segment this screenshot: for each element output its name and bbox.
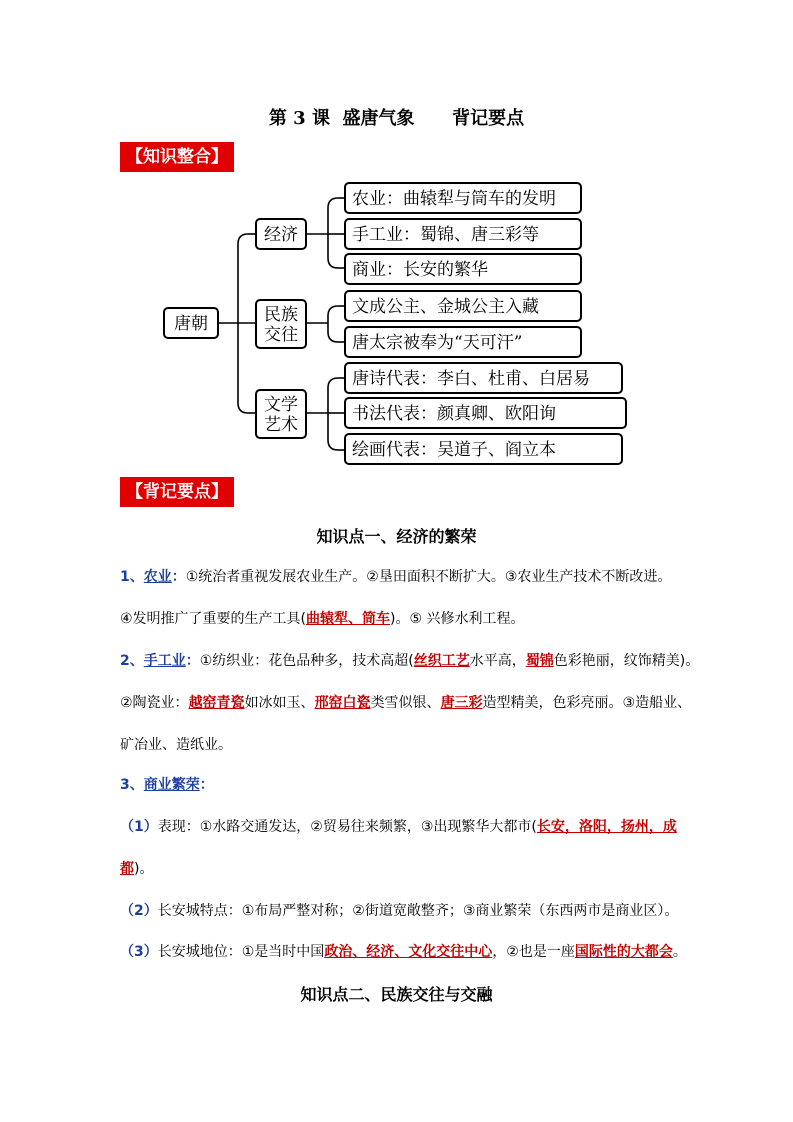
item-number: 2、 xyxy=(120,653,144,669)
item-number: 1、 xyxy=(120,569,144,585)
category-label-line1: 文学 xyxy=(264,395,298,415)
item-number: （1） xyxy=(120,819,158,835)
item-colon: ： xyxy=(171,569,186,585)
key-term: 长安，洛阳，扬州，成 xyxy=(536,819,677,835)
text: ④发明推广了重要的生产工具( xyxy=(120,611,307,627)
paragraph xyxy=(120,734,680,754)
leaf-node: 手工业：蜀锦、唐三彩等 xyxy=(344,218,582,250)
text: 色彩艳丽，纹饰精美)。 xyxy=(553,653,700,669)
section-heading: 知识点一、经济的繁荣 xyxy=(316,527,477,546)
text: 长安城地位：①是当时中国 xyxy=(157,944,325,960)
item-colon: ： xyxy=(185,653,200,669)
section-heading: 知识点二、民族交往与交融 xyxy=(300,985,493,1004)
leaf-node: 唐诗代表：李白、杜甫、白居易 xyxy=(344,362,623,394)
text: ①纺织业：花色品种多，技术高超( xyxy=(199,653,414,669)
key-term: 越窑青瓷 xyxy=(188,695,245,711)
text: 长安城特点：①布局严整对称；②街道宽敞整齐；③商业繁荣（东西两市是商业区）。 xyxy=(157,903,679,919)
category-node-arts xyxy=(255,389,307,439)
paragraph xyxy=(120,816,680,836)
paragraph xyxy=(120,941,687,961)
leaf-node: 绘画代表：吴道子、阎立本 xyxy=(344,433,623,465)
knowledge-integration-banner: 【知识整合】 xyxy=(120,142,234,172)
leaf-node: 书法代表：颜真卿、欧阳询 xyxy=(344,397,627,429)
paragraph xyxy=(120,650,700,670)
category-label-line1: 民族 xyxy=(264,305,298,325)
item-number: （3） xyxy=(120,944,158,960)
leaf-node: 农业：曲辕犁与筒车的发明 xyxy=(344,182,582,214)
text: ②陶瓷业： xyxy=(120,695,189,711)
text: )。 xyxy=(134,861,154,877)
text: 。 xyxy=(672,944,687,960)
text: ①统治者重视发展农业生产。②垦田面积不断扩大。③农业生产技术不断改进。 xyxy=(185,569,672,585)
root-node: 唐朝 xyxy=(163,307,219,339)
text: 水平高， xyxy=(469,653,526,669)
paragraph xyxy=(120,774,680,794)
item-heading: 农业 xyxy=(143,569,172,585)
key-term: 曲辕犁、筒车 xyxy=(306,611,391,627)
text: ，②也是一座 xyxy=(492,944,575,960)
text: 造型精美，色彩亮丽。③造船业、 xyxy=(482,695,692,711)
category-label-line2: 艺术 xyxy=(264,415,298,435)
paragraph xyxy=(120,608,680,628)
text: )。⑤ 兴修水利工程。 xyxy=(390,611,525,627)
key-term: 蜀锦 xyxy=(525,653,554,669)
paragraph xyxy=(120,900,680,920)
item-colon: ： xyxy=(199,777,214,793)
item-heading: 商业繁荣 xyxy=(143,777,200,793)
key-term: 唐三彩 xyxy=(440,695,483,711)
key-term: 丝织工艺 xyxy=(413,653,470,669)
item-heading: 手工业 xyxy=(143,653,186,669)
leaf-node: 商业：长安的繁华 xyxy=(344,253,582,285)
text: 矿冶业、造纸业。 xyxy=(120,737,232,753)
category-node-economy: 经济 xyxy=(255,218,307,250)
key-term: 国际性的大都会 xyxy=(574,944,673,960)
text: 类雪似银、 xyxy=(370,695,441,711)
key-term: 邢窑白瓷 xyxy=(314,695,371,711)
category-label-line2: 交往 xyxy=(264,325,298,345)
key-points-banner: 【背记要点】 xyxy=(120,477,234,507)
item-number: 3、 xyxy=(120,777,144,793)
text: 表现：①水路交通发达，②贸易往来频繁，③出现繁华大都市( xyxy=(157,819,537,835)
text: 如冰如玉、 xyxy=(244,695,315,711)
paragraph xyxy=(120,692,692,712)
page-title: 第 3 课 盛唐气象 背记要点 xyxy=(268,108,525,129)
leaf-node: 文成公主、金城公主入藏 xyxy=(344,290,582,322)
key-term: 都 xyxy=(120,861,134,877)
paragraph xyxy=(120,858,680,878)
leaf-node: 唐太宗被奉为“天可汗” xyxy=(344,326,582,358)
item-number: （2） xyxy=(120,903,158,919)
category-node-ethnic xyxy=(255,299,307,349)
key-term: 政治、经济、文化交往中心 xyxy=(324,944,493,960)
paragraph xyxy=(120,566,680,586)
